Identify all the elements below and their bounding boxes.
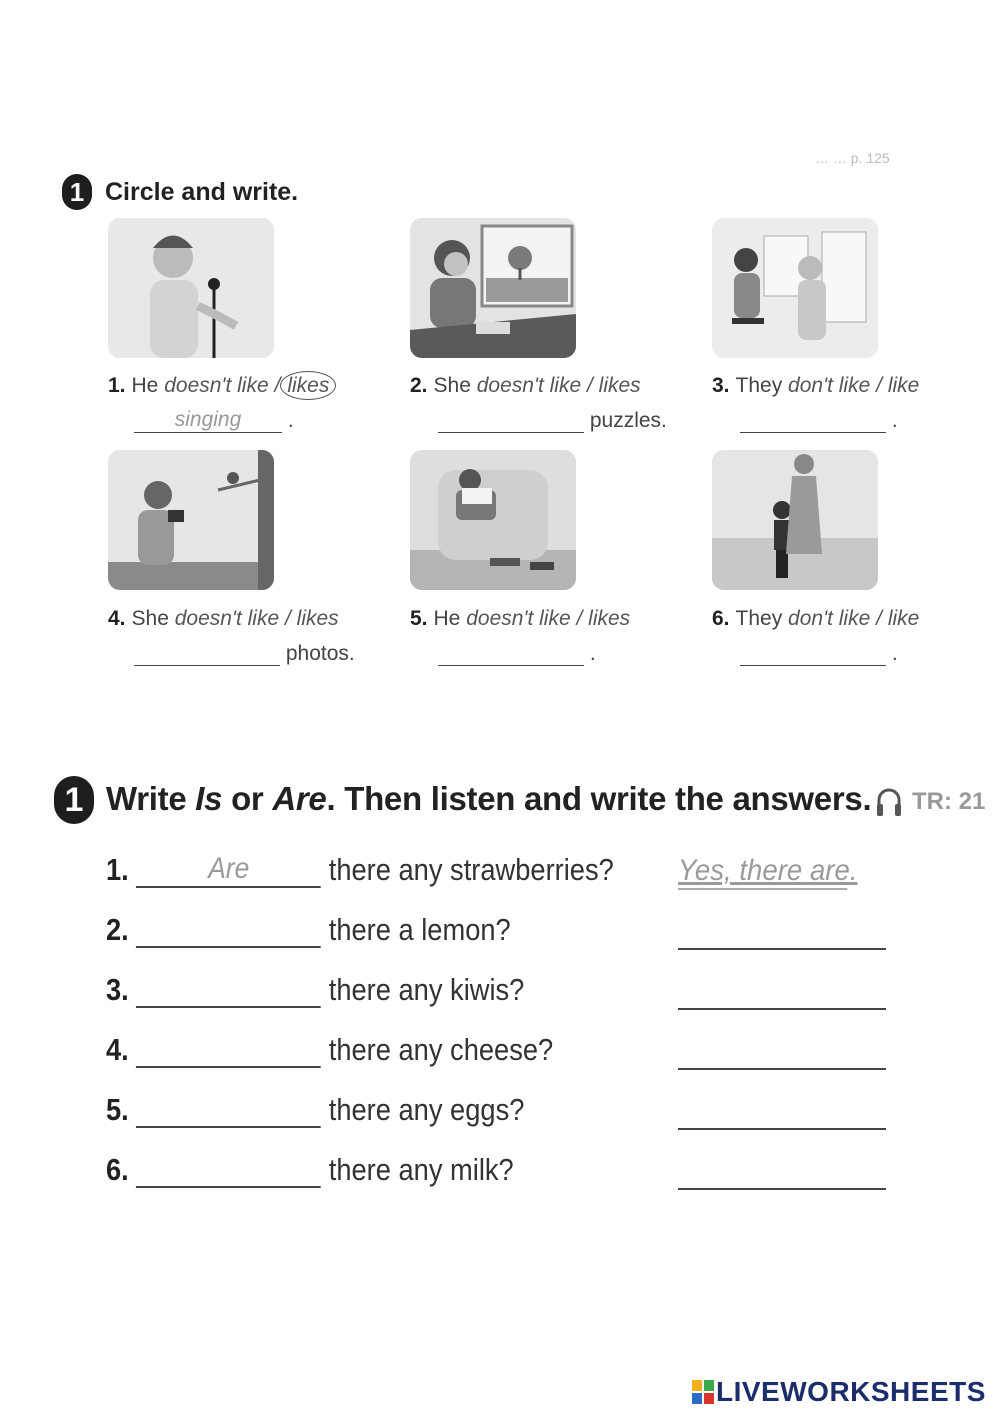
answer-blank[interactable] [438,408,584,433]
answer-line-5: . [438,641,596,666]
answer-blank[interactable] [740,641,886,666]
brand-name: LIVEWORKSHEETS [716,1376,986,1407]
answer-blank[interactable] [136,972,321,1008]
headphones-icon[interactable] [876,786,902,823]
option-doesnt-like[interactable]: doesn't like [476,374,582,397]
answer-blank[interactable] [136,1032,321,1068]
section-number-badge: 1 [62,174,92,210]
option-likes[interactable]: likes [588,607,631,630]
answer-line-4: photos. [134,641,355,666]
answer-line-2: puzzles. [438,408,667,433]
photo-boy-reading [410,450,576,590]
answer-field[interactable]: Yes, there are. [678,854,847,890]
question-6: 6. They don't like / like [712,607,920,630]
option-like[interactable]: like [887,607,920,630]
photo-kids-painting [712,218,878,358]
option-dont-like[interactable]: don't like [788,607,871,630]
answer-blank[interactable] [136,1092,321,1128]
answer-field[interactable] [678,1154,886,1190]
option-likes[interactable]: likes [598,374,641,397]
option-doesnt-like[interactable]: doesn't like [164,374,269,397]
answer-blank[interactable]: singing [134,408,282,433]
answer-blank[interactable] [136,1152,321,1188]
answer-field[interactable] [678,914,886,950]
section-title: Circle and write. [105,178,299,206]
question-2: 2. She doesn't like / likes [410,374,641,397]
question-1: 1. He doesn't like / likes [108,374,336,398]
answer-blank[interactable]: Are [136,852,321,888]
is-are-row-4: 4. there any cheese? [106,1032,554,1067]
answer-line-3: . [740,408,898,433]
page-reference: … … p. 125 [815,150,890,166]
option-doesnt-like[interactable]: doesn't like [466,607,571,630]
is-are-row-1: 1. Are there any strawberries? [106,852,614,887]
option-likes[interactable]: likes [296,607,339,630]
liveworksheets-logo[interactable] [692,1376,986,1408]
answer-blank[interactable] [134,641,280,666]
question-3: 3. They don't like / like [712,374,920,397]
section-number-badge: 1 [54,776,94,824]
answer-blank[interactable] [136,912,321,948]
answer-blank[interactable] [740,408,886,433]
answer-line-6: . [740,641,898,666]
logo-icon [692,1380,714,1404]
answer-line-1: singing . [134,408,294,433]
option-doesnt-like[interactable]: doesn't like [174,607,280,630]
question-number: 1. [108,374,126,397]
option-likes-circled[interactable]: likes [280,371,336,400]
question-5: 5. He doesn't like / likes [410,607,631,630]
track-number: TR: 21 [912,788,986,815]
answer-blank[interactable] [438,641,584,666]
photo-kids-dancing [712,450,878,590]
photo-girl-puzzle [410,218,576,358]
photo-boy-singing [108,218,274,358]
photo-girl-taking-photo [108,450,274,590]
answer-field[interactable] [678,974,886,1010]
option-dont-like[interactable]: don't like [788,374,871,397]
question-4: 4. She doesn't like / likes [108,607,339,630]
is-are-row-2: 2. there a lemon? [106,912,511,947]
is-are-row-6: 6. there any milk? [106,1152,514,1187]
is-are-row-3: 3. there any kiwis? [106,972,525,1007]
section-title: Write Is or Are. Then listen and write the answers. [106,780,872,817]
answer-field[interactable] [678,1094,886,1130]
option-like[interactable]: like [887,374,920,397]
answer-field[interactable] [678,1034,886,1070]
is-are-row-5: 5. there any eggs? [106,1092,525,1127]
